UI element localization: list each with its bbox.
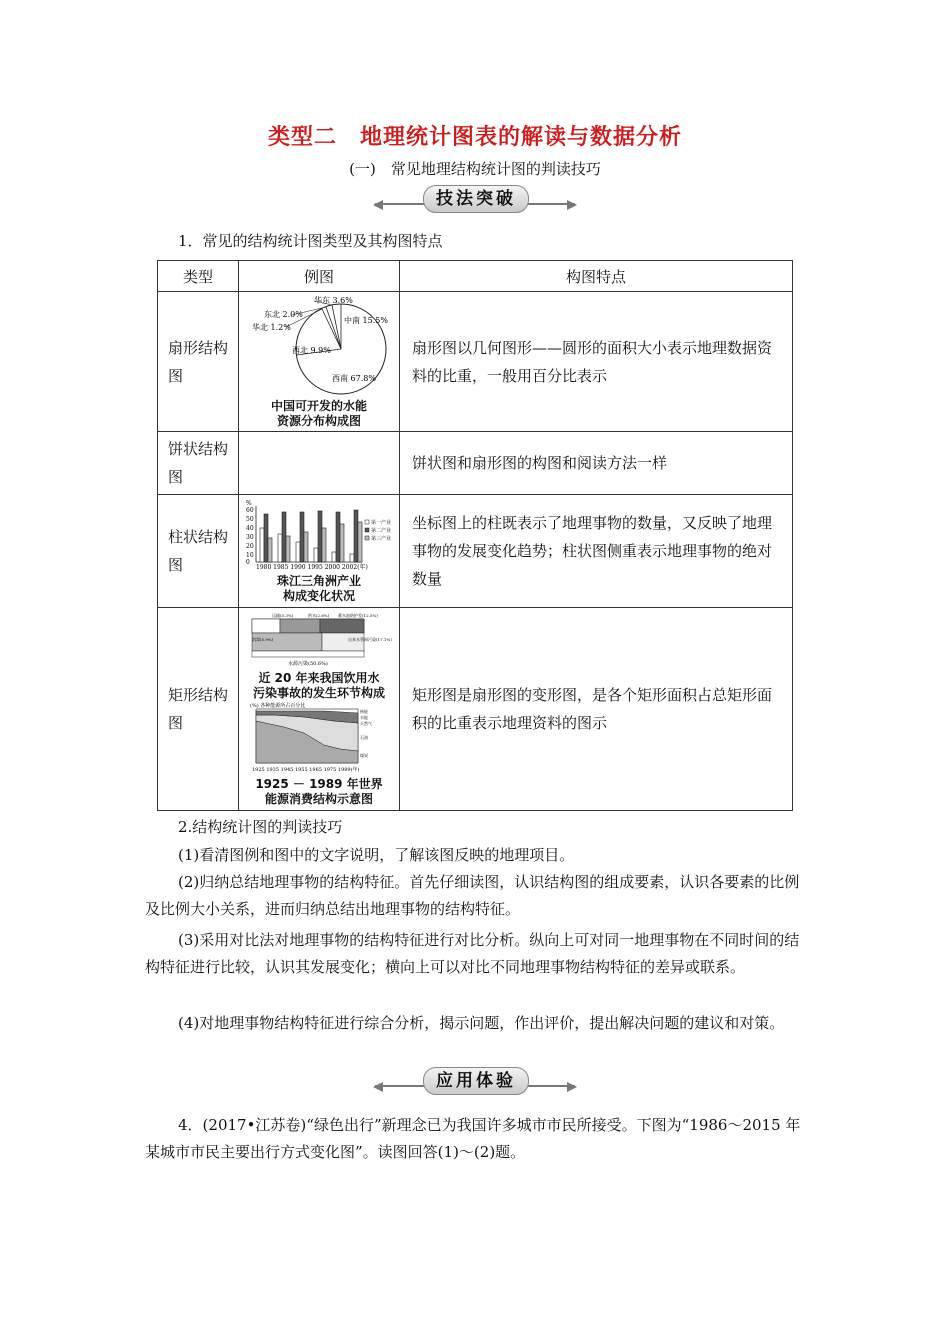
row-type-sector: 扇形结构图 <box>158 292 239 432</box>
step-3: (3)采用对比法对地理事物的结构特征进行对比分析。纵向上可对同一地理事物在不同时间的结构特征进行比较，认识其发展变化；横向上可以对比不同地理事物结构特征的差异或联系。 <box>145 931 800 976</box>
arrow-right-icon <box>567 1082 577 1092</box>
pie-example-svg <box>244 295 394 395</box>
rect2-caption-2: 能源消费结构示意图 <box>264 792 373 806</box>
pie-example-figure <box>239 292 400 432</box>
rect2-x-ticks: 1925 1935 1945 1955 1965 1975 1989(年) <box>252 767 360 773</box>
rect2-legend-hydro: 水能 <box>360 715 368 720</box>
row-desc-rect: 矩形图是扇形图的变形图，是各个矩形面积占总矩形面积的比重表示地理资料的图示 <box>400 608 793 811</box>
bar-y-tick: 60 <box>246 507 254 514</box>
banner-technique <box>375 185 575 217</box>
arrow-right-icon <box>567 200 577 210</box>
rect1-label-transport: 运输(5.3%) <box>272 613 294 618</box>
bar-legend-tertiary: 第三产业 <box>371 536 392 542</box>
step-4: (4)对地理事物结构特征进行综合分析，揭示问题，作出评价，提出解决问题的建议和对策。 <box>178 1014 785 1032</box>
rect-example-1-svg <box>244 611 394 667</box>
section1-heading: 1．常见的结构统计图类型及其构图特点 <box>178 232 443 250</box>
rect1-label-tank: 蓄水池防护差(12.5%) <box>338 613 378 618</box>
bar-caption-1: 珠江三角洲产业 <box>276 574 361 588</box>
section2-heading: 2.结构统计图的判读技巧 <box>178 818 343 836</box>
bar-y-tick: 10 <box>246 552 254 559</box>
rect1-label-pipe: 自来水管网污染(17.1%) <box>348 637 392 642</box>
bar-caption-2: 构成变化状况 <box>282 589 355 603</box>
bar-y-tick: 30 <box>246 534 254 541</box>
pie-label-northeast: 东北 2.0% <box>264 309 303 319</box>
rect2-legend-gas: 天然气 <box>360 721 372 726</box>
banner-application <box>375 1067 575 1099</box>
arrow-left-icon <box>373 1082 383 1092</box>
rect1-label-source: 水源污染(50.6%) <box>288 661 328 667</box>
header-type: 类型 <box>158 261 239 292</box>
banner-label: 技法突破 <box>423 185 529 213</box>
bar-legend-secondary: 第二产业 <box>371 528 392 534</box>
pie-caption-1: 中国可开发的水能 <box>270 398 367 413</box>
rect-example-figure <box>239 608 400 811</box>
row-desc-pie: 饼状图和扇形图的构图和阅读方法一样 <box>400 432 793 495</box>
rect2-legend-oil: 石油 <box>360 735 368 740</box>
structure-chart-table <box>157 260 793 811</box>
question-4: 4．(2017•江苏卷)“绿色出行”新理念已为我国许多城市市民所接受。下图为“1986～2015 年某城市市民主要出行方式变化图”。读图回答(1)～(2)题。 <box>145 1116 801 1161</box>
pie-label-southwest: 西南 67.8% <box>332 373 376 383</box>
pie-label-north: 华北 1.2% <box>252 322 291 332</box>
bar-legend-primary: 第一产业 <box>371 520 392 526</box>
bar-example-figure <box>239 495 400 608</box>
rect1-caption-2: 污染事故的发生环节构成 <box>252 686 385 700</box>
arrow-left-icon <box>373 200 383 210</box>
bar-y-tick: 40 <box>246 525 254 532</box>
row-type-pie: 饼状结构图 <box>158 432 239 495</box>
bar-y-tick: 0 <box>246 559 250 566</box>
banner-label: 应用体验 <box>423 1067 529 1095</box>
bar-example-svg <box>244 498 394 570</box>
step-2: (2)归纳总结地理事物的结构特征。首先仔细读图，认识结构图的组成要素，认识各要素的比例及比例大小关系，进而归纳总结出地理事物的结构特征。 <box>145 873 800 918</box>
pie-label-east: 华东 3.6% <box>314 295 353 305</box>
bar-y-tick: 20 <box>246 543 254 550</box>
pie-caption-2: 资源分布构成图 <box>276 413 361 428</box>
row-type-bar: 柱状结构图 <box>158 495 239 608</box>
rect-example-2-svg <box>244 701 394 773</box>
rect2-y-label: (%) 各种能源所占百分比 <box>250 703 306 709</box>
row-desc-bar: 坐标图上的柱既表示了地理事物的数量，又反映了地理事物的发展变化趋势；柱状图侧重表示地理事物的绝对数量 <box>400 495 793 608</box>
step-1: (1)看清图例和图中的文字说明，了解该图反映的地理项目。 <box>178 846 575 864</box>
bar-y-unit: % <box>246 500 252 507</box>
rect2-caption-1: 1925 － 1989 年世界 <box>255 777 383 791</box>
header-example: 例图 <box>239 261 400 292</box>
bar-y-tick: 50 <box>246 516 254 523</box>
subtitle: (一) 常见地理结构统计图的判读技巧 <box>349 160 601 178</box>
pie-label-northwest: 西北 9.9% <box>292 345 331 355</box>
pie-empty-cell <box>239 432 400 495</box>
row-type-rect: 矩形结构图 <box>158 608 239 811</box>
page-title: 类型二 地理统计图表的解读与数据分析 <box>267 125 682 150</box>
rect1-caption-1: 近 20 年来我国饮用水 <box>258 671 380 685</box>
bar-x-ticks: 1980 1985 1990 1995 2000 2002(年) <box>256 564 368 570</box>
rect2-legend-nuclear: 核能 <box>360 709 368 714</box>
row-desc-sector: 扇形图以几何图形——圆形的面积大小表示地理数据资料的比重，一般用百分比表示 <box>400 292 793 432</box>
rect1-label-disinfect: 消毒(5.9%) <box>252 637 274 642</box>
rect1-label-supply: 供水(2.6%) <box>308 613 330 618</box>
pie-label-central-south: 中南 15.5% <box>344 315 388 325</box>
header-features: 构图特点 <box>400 261 793 292</box>
rect2-legend-coal: 煤炭 <box>360 753 368 758</box>
